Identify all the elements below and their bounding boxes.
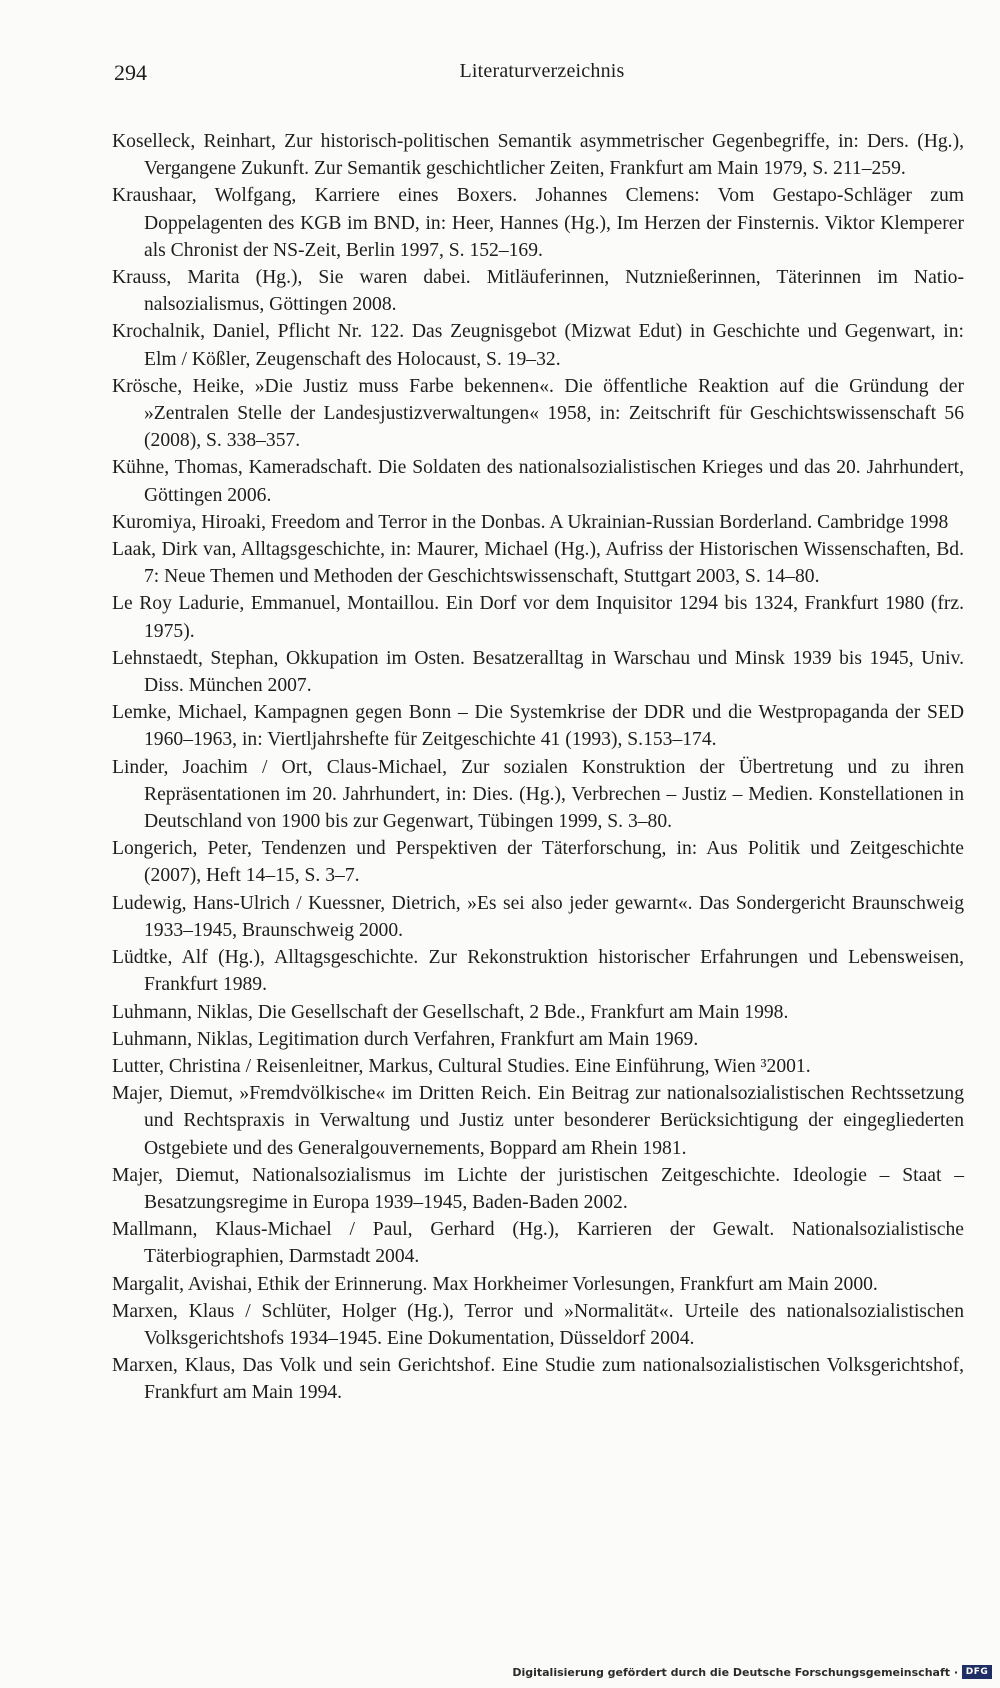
footer-text: Digitalisierung gefördert durch die Deutsche Forschungsgemeinschaft · [512,1665,958,1679]
bibliography-entry: Koselleck, Reinhart, Zur historisch-politischen Semantik asymmetrischer Gegenbegriffe, in: Ders. (Hg.), Vergangene Zukunft. Zur Semantik geschichtlicher Zeiten, Frankfurt am Main 1979, S. 211–259. [112,131,964,180]
bibliography-entry: Lemke, Michael, Kampagnen gegen Bonn – Die Systemkrise der DDR und die Westpropaganda der SED 1960–1963, in: Viertljahrshefte für Zeitgeschichte 41 (1993), S.153–174. [112,702,964,751]
bibliography-list [112,128,964,1407]
bibliography-entry: Marxen, Klaus / Schlüter, Holger (Hg.), Terror und »Normalität«. Urteile des nationalsozialistischen Volksgerichtshofs 1934–1945. Eine Dokumentation, Düsseldorf 2004. [112,1300,964,1349]
bibliography-entry: Ludewig, Hans-Ulrich / Kuessner, Dietrich, »Es sei also jeder gewarnt«. Das Sondergericht Braunschweig 1933–1945, Braunschweig 2000. [112,892,964,941]
bibliography-entry: Kuromiya, Hiroaki, Freedom and Terror in the Donbas. A Ukrainian-Russian Borderland. Cambridge 1998 [112,511,949,533]
bibliography-entry: Le Roy Ladurie, Emmanuel, Montaillou. Ein Dorf vor dem Inquisitor 1294 bis 1324, Frankfurt 1980 (frz. 1975). [112,593,964,642]
bibliography-entry: Kraushaar, Wolfgang, Karriere eines Boxers. Johannes Clemens: Vom Gestapo-Schläger zum Doppelagenten des KGB im BND, in: Heer, Hannes (Hg.), Im Herzen der Finsternis. Viktor Klemperer als Chronist der NS-Zeit, Berlin 1997, S. 152–169. [112,185,964,261]
digitization-footer [512,1662,992,1682]
section-title: Literaturverzeichnis [459,60,625,82]
bibliography-entry: Lutter, Christina / Reisenleitner, Markus, Cultural Studies. Eine Einführung, Wien ³2001. [112,1055,811,1077]
running-head [114,60,930,94]
dfg-logo: DFG [962,1665,992,1679]
page-number: 294 [114,60,147,85]
bibliography-entry: Margalit, Avishai, Ethik der Erinnerung. Max Horkheimer Vorlesungen, Frankfurt am Main 2000. [112,1273,878,1295]
bibliography-entry: Krösche, Heike, »Die Justiz muss Farbe bekennen«. Die öffentliche Reaktion auf die Gründung der »Zentralen Stelle der Landesjustizverwaltungen« 1958, in: Zeitschrift für Geschichtswissenschaft 56 (2008), S. 338–357. [112,375,964,452]
bibliography-entry: Krauss, Marita (Hg.), Sie waren dabei. Mitläuferinnen, Nutznießerinnen, Täterinnen im Nationalsozialismus, Göttingen 2008. [112,267,964,316]
bibliography-entry: Luhmann, Niklas, Legitimation durch Verfahren, Frankfurt am Main 1969. [112,1028,699,1050]
bibliography-entry: Krochalnik, Daniel, Pflicht Nr. 122. Das Zeugnisgebot (Mizwat Edut) in Geschichte und Gegenwart, in: Elm / Kößler, Zeugenschaft des Holocaust, S. 19–32. [112,321,964,370]
bibliography-entry: Laak, Dirk van, Alltagsgeschichte, in: Maurer, Michael (Hg.), Aufriss der Historischen Wissenschaften, Bd. 7: Neue Themen und Methoden der Geschichtswissenschaft, Stuttgart 2003, S. 14–80. [112,539,964,588]
bibliography-entry: Marxen, Klaus, Das Volk und sein Gerichtshof. Eine Studie zum nationalsozialistischen Volksgerichtshof, Frankfurt am Main 1994. [112,1355,964,1404]
bibliography-entry: Lüdtke, Alf (Hg.), Alltagsgeschichte. Zur Rekonstruktion historischer Erfahrungen und Lebensweisen, Frankfurt 1989. [112,947,964,996]
bibliography-entry: Linder, Joachim / Ort, Claus-Michael, Zur sozialen Konstruktion der Übertretung und zu ihren Repräsentationen im 20. Jahrhundert, in: Dies. (Hg.), Verbrechen – Justiz – Medien. Konstellationen in Deutschland von 1900 bis zur Gegenwart, Tübingen 1999, S. 3–80. [112,756,964,833]
bibliography-entry: Kühne, Thomas, Kameradschaft. Die Soldaten des nationalsozialistischen Krieges und das 20. Jahrhundert, Göttingen 2006. [112,457,964,506]
bibliography-entry: Majer, Diemut, Nationalsozialismus im Lichte der juristischen Zeitgeschichte. Ideologie – Staat – Besatzungsregime in Europa 1939–1945, Baden-Baden 2002. [112,1164,964,1213]
bibliography-entry: Mallmann, Klaus-Michael / Paul, Gerhard (Hg.), Karrieren der Gewalt. Nationalsozialistische Täterbiographien, Darmstadt 2004. [112,1219,964,1268]
bibliography-entry: Longerich, Peter, Tendenzen und Perspektiven der Täterforschung, in: Aus Politik und Zeitgeschichte (2007), Heft 14–15, S. 3–7. [112,838,964,887]
bibliography-entry: Majer, Diemut, »Fremdvölkische« im Dritten Reich. Ein Beitrag zur nationalsozialistischen Rechtssetzung und Rechtspraxis in Verwaltung und Justiz unter besonderer Berücksichtigung der eingegliederten Ostgebiete und des Generalgouvernements, Boppard am Rhein 1981. [112,1083,964,1159]
bibliography-entry: Luhmann, Niklas, Die Gesellschaft der Gesellschaft, 2 Bde., Frankfurt am Main 1998. [112,1001,789,1023]
bibliography-entry: Lehnstaedt, Stephan, Okkupation im Osten. Besatzeralltag in Warschau und Minsk 1939 bis 1945, Univ. Diss. München 2007. [112,647,964,697]
